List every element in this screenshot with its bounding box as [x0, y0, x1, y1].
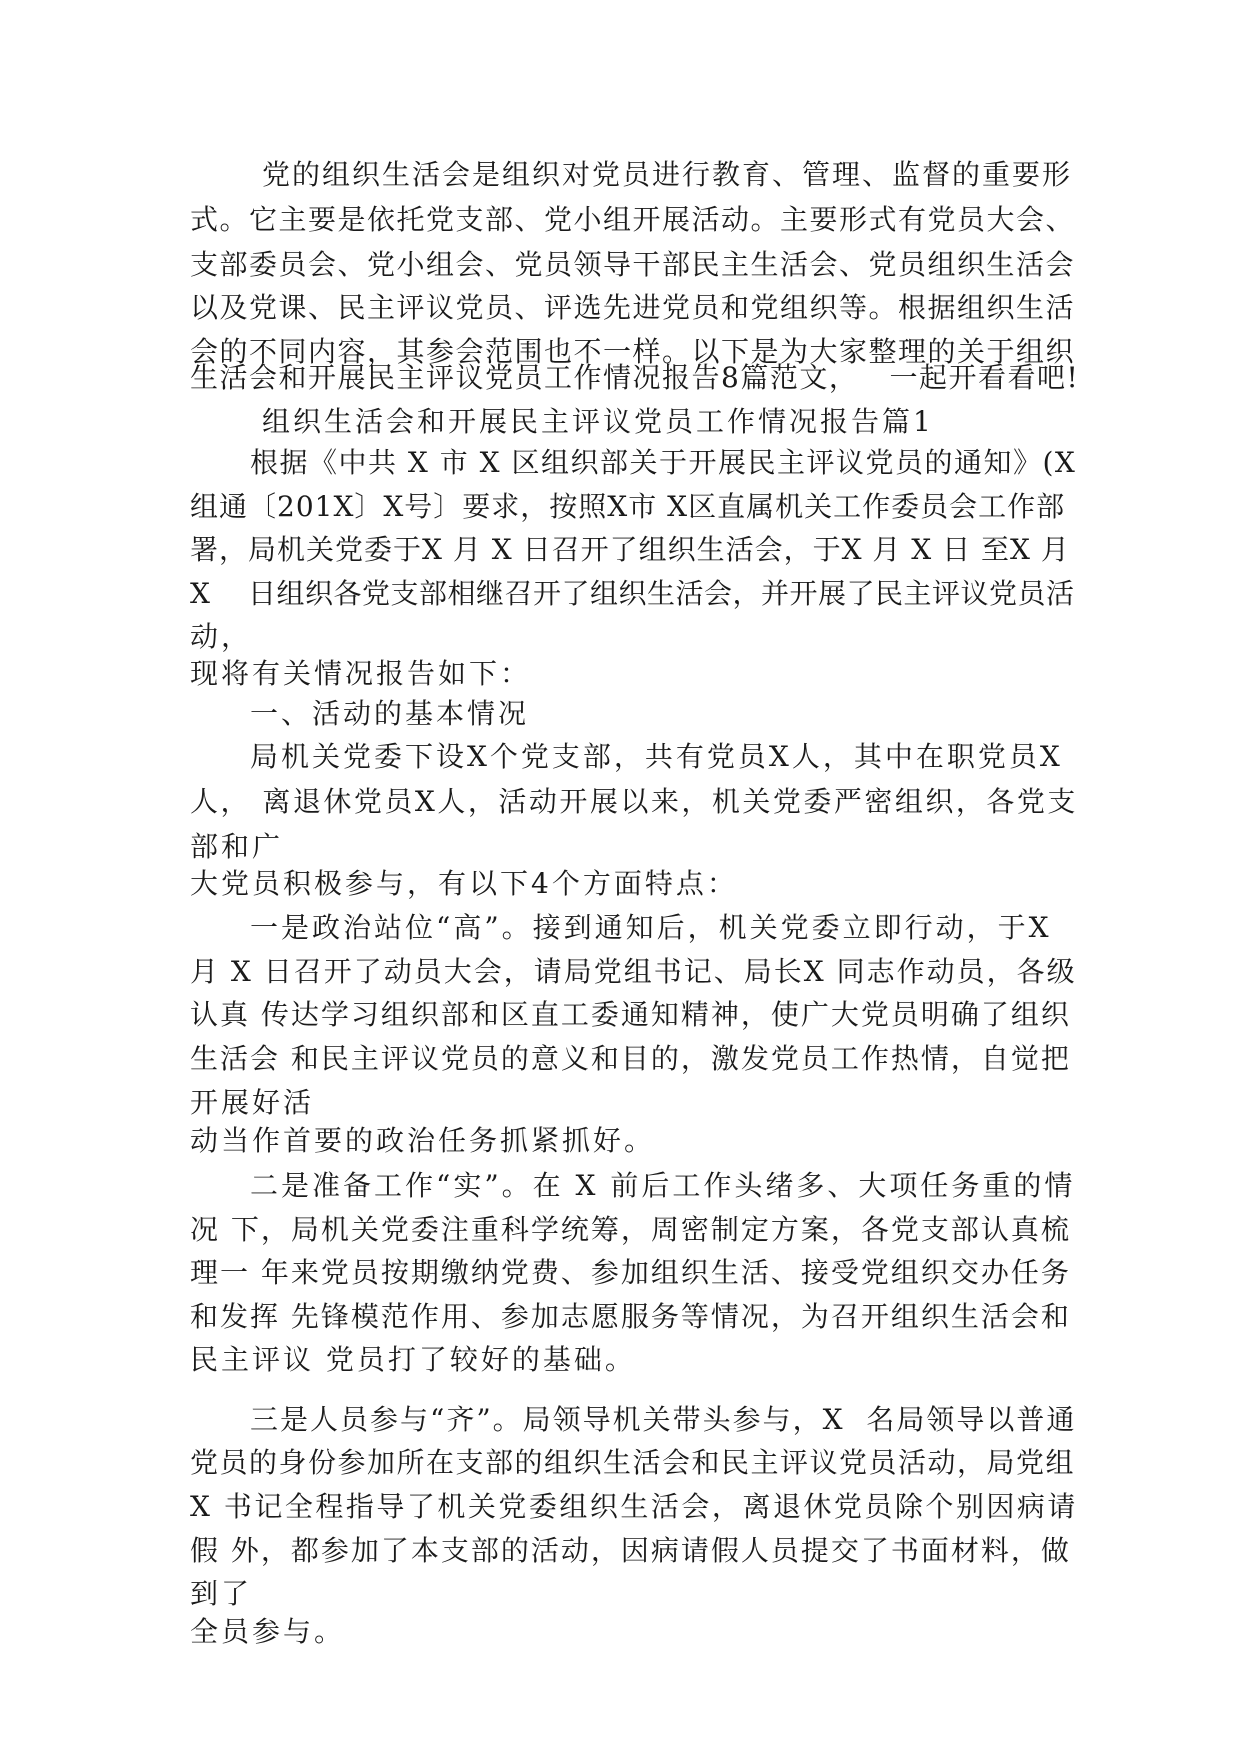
- opening-line: 现将有关情况报告如下：: [190, 657, 532, 690]
- intro-line: 式。它主要是依托党支部、党小组开展活动。主要形式有党员大会、: [190, 203, 1076, 236]
- point1-line: 动当作首要的政治任务抓紧抓好。: [190, 1124, 656, 1157]
- intro-line: 支部委员会、党小组会、党员领导干部民主生活会、党员组织生活会: [190, 248, 1076, 281]
- point2-line: 二是准备工作“实”。在 X 前后工作头绪多、大项任务重的情: [250, 1169, 1076, 1202]
- point3-line: 假 外，都参加了本支部的活动，因病请假人员提交了书面材料，做: [190, 1534, 1071, 1567]
- point1-line: 月 X 日召开了动员大会，请局党组书记、局长X 同志作动员，各级: [190, 955, 1077, 988]
- point3-line: 党员的身份参加所在支部的组织生活会和民主评议党员活动，局党组: [190, 1446, 1076, 1479]
- opening-line: 动，: [190, 620, 253, 653]
- point1-line: 生活会 和民主评议党员的意义和目的，激发党员工作热情，自觉把: [190, 1042, 1071, 1075]
- basic-line: 局机关党委下设X个党支部，共有党员X人，其中在职党员X: [250, 740, 1063, 773]
- basic-line: 人， 离退休党员X人，活动开展以来，机关党委严密组织，各党支: [190, 785, 1078, 818]
- point3-line: 到了: [190, 1577, 253, 1610]
- intro-line: 会的不同内容，其参会范围也不一样。以下是为大家整理的关于组织: [190, 335, 1076, 368]
- point2-line: 况 下，局机关党委注重科学统筹，周密制定方案，各党支部认真梳: [190, 1213, 1071, 1246]
- opening-line: 根据《中共 X 市 X 区组织部关于开展民主评议党员的通知》(X: [250, 446, 1077, 479]
- point2-line: 民主评议 党员打了较好的基础。: [190, 1343, 636, 1376]
- point1-line: 认真 传达学习组织部和区直工委通知精神，使广大党员明确了组织: [190, 998, 1071, 1031]
- point3-line: 三是人员参与“齐”。局领导机关带头参与，X 名局领导以普通: [250, 1403, 1077, 1436]
- basic-line: 部和广: [190, 830, 284, 863]
- point3-line: 全员参与。: [190, 1615, 346, 1648]
- intro-line: 党的组织生活会是组织对党员进行教育、管理、监督的重要形: [262, 158, 1073, 191]
- opening-line: X 日组织各党支部相继召开了组织生活会，并开展了民主评议党员活: [190, 577, 1075, 610]
- intro-line: 以及党课、民主评议党员、评选先进党员和党组织等。根据组织生活: [190, 291, 1076, 324]
- point2-line: 理一 年来党员按期缴纳党费、参加组织生活、接受党组织交办任务: [190, 1256, 1071, 1289]
- opening-line: 署，局机关党委于X 月 X 日召开了组织生活会，于X 月 X 日 至X 月: [190, 533, 1070, 566]
- intro-line: 生活会和开展民主评议党员工作情况报告8篇范文， 一起开看看吧!: [190, 361, 1080, 394]
- point3-line: X 书记全程指导了机关党委组织生活会，离退休党员除个别因病请: [190, 1490, 1078, 1523]
- basic-line: 大党员积极参与，有以下4个方面特点：: [190, 867, 738, 900]
- point2-line: 和发挥 先锋模范作用、参加志愿服务等情况，为召开组织生活会和: [190, 1300, 1071, 1333]
- point1-line: 开展好活: [190, 1086, 315, 1119]
- point1-line: 一是政治站位“高”。接到通知后，机关党委立即行动，于X: [250, 911, 1052, 944]
- report-heading: 组织生活会和开展民主评议党员工作情况报告篇1: [262, 405, 934, 438]
- opening-line: 组通〔201X〕X号〕要求，按照X市 X区直属机关工作委员会工作部: [190, 490, 1066, 523]
- section-title: 一、活动的基本情况: [250, 697, 530, 730]
